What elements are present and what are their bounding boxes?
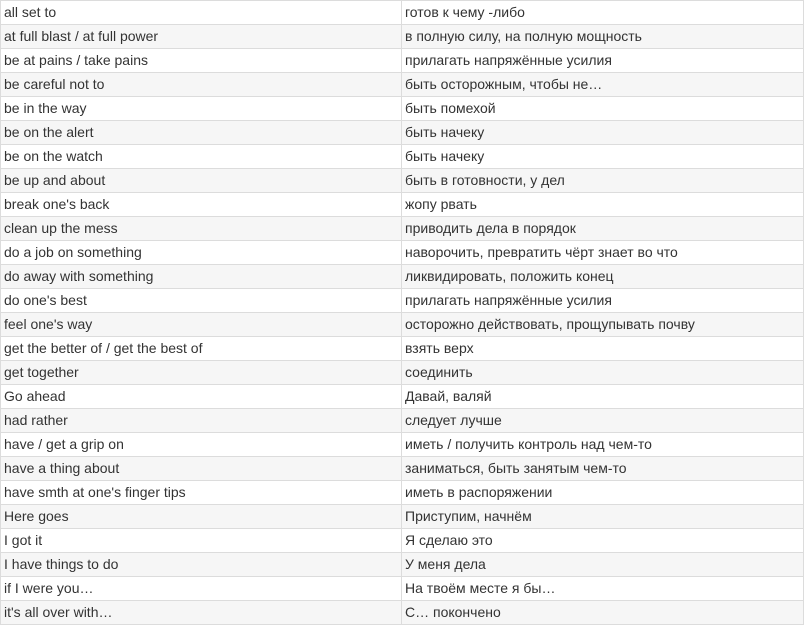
russian-translation-cell: заниматься, быть занятым чем-то	[402, 457, 804, 481]
russian-translation-cell: быть начеку	[402, 145, 804, 169]
russian-translation-cell: быть помехой	[402, 97, 804, 121]
english-phrase-cell: be on the watch	[1, 145, 402, 169]
russian-translation-cell: осторожно действовать, прощупывать почву	[402, 313, 804, 337]
table-row	[1, 505, 804, 529]
english-phrase-cell: have / get a grip on	[1, 433, 402, 457]
table-row	[1, 337, 804, 361]
russian-translation-cell: готов к чему -либо	[402, 1, 804, 25]
table-row	[1, 217, 804, 241]
table-row	[1, 313, 804, 337]
russian-translation-cell: быть начеку	[402, 121, 804, 145]
table-row	[1, 265, 804, 289]
english-phrase-cell: all set to	[1, 1, 402, 25]
russian-translation-cell: быть осторожным, чтобы не…	[402, 73, 804, 97]
table-row	[1, 577, 804, 601]
table-row	[1, 361, 804, 385]
russian-translation-cell: наворочить, превратить чёрт знает во что	[402, 241, 804, 265]
english-phrase-cell: clean up the mess	[1, 217, 402, 241]
russian-translation-cell: прилагать напряжённые усилия	[402, 49, 804, 73]
english-phrase-cell: get together	[1, 361, 402, 385]
russian-translation-cell: в полную силу, на полную мощность	[402, 25, 804, 49]
russian-translation-cell: ликвидировать, положить конец	[402, 265, 804, 289]
russian-translation-cell: У меня дела	[402, 553, 804, 577]
english-phrase-cell: I got it	[1, 529, 402, 553]
english-phrase-cell: had rather	[1, 409, 402, 433]
english-phrase-cell: be up and about	[1, 169, 402, 193]
english-phrase-cell: feel one's way	[1, 313, 402, 337]
table-row	[1, 49, 804, 73]
table-row	[1, 193, 804, 217]
table-row	[1, 121, 804, 145]
russian-translation-cell: С… покончено	[402, 601, 804, 625]
russian-translation-cell: На твоём месте я бы…	[402, 577, 804, 601]
english-phrase-cell: do one's best	[1, 289, 402, 313]
english-phrase-cell: have a thing about	[1, 457, 402, 481]
russian-translation-cell: Приступим, начнём	[402, 505, 804, 529]
english-phrase-cell: be at pains / take pains	[1, 49, 402, 73]
table-row	[1, 457, 804, 481]
english-phrase-cell: do away with something	[1, 265, 402, 289]
table-row	[1, 97, 804, 121]
russian-translation-cell: иметь в распоряжении	[402, 481, 804, 505]
table-row	[1, 529, 804, 553]
table-row	[1, 385, 804, 409]
table-row	[1, 145, 804, 169]
russian-translation-cell: следует лучше	[402, 409, 804, 433]
english-phrase-cell: be in the way	[1, 97, 402, 121]
russian-translation-cell: взять верх	[402, 337, 804, 361]
table-row	[1, 481, 804, 505]
english-phrase-cell: get the better of / get the best of	[1, 337, 402, 361]
table-row	[1, 25, 804, 49]
phrase-table-body	[1, 1, 804, 625]
table-row	[1, 433, 804, 457]
table-row	[1, 169, 804, 193]
english-phrase-cell: do a job on something	[1, 241, 402, 265]
english-phrase-cell: Here goes	[1, 505, 402, 529]
english-phrase-cell: be careful not to	[1, 73, 402, 97]
russian-translation-cell: прилагать напряжённые усилия	[402, 289, 804, 313]
english-phrase-cell: be on the alert	[1, 121, 402, 145]
table-row	[1, 241, 804, 265]
russian-translation-cell: иметь / получить контроль над чем-то	[402, 433, 804, 457]
table-row	[1, 1, 804, 25]
table-row	[1, 289, 804, 313]
russian-translation-cell: Давай, валяй	[402, 385, 804, 409]
english-phrase-cell: have smth at one's finger tips	[1, 481, 402, 505]
russian-translation-cell: приводить дела в порядок	[402, 217, 804, 241]
table-row	[1, 553, 804, 577]
table-row	[1, 409, 804, 433]
english-phrase-cell: at full blast / at full power	[1, 25, 402, 49]
russian-translation-cell: жопу рвать	[402, 193, 804, 217]
russian-translation-cell: соединить	[402, 361, 804, 385]
english-phrase-cell: Go ahead	[1, 385, 402, 409]
english-phrase-cell: break one's back	[1, 193, 402, 217]
english-phrase-cell: I have things to do	[1, 553, 402, 577]
english-phrase-cell: it's all over with…	[1, 601, 402, 625]
table-row	[1, 601, 804, 625]
russian-translation-cell: Я сделаю это	[402, 529, 804, 553]
english-phrase-cell: if I were you…	[1, 577, 402, 601]
russian-translation-cell: быть в готовности, у дел	[402, 169, 804, 193]
table-row	[1, 73, 804, 97]
